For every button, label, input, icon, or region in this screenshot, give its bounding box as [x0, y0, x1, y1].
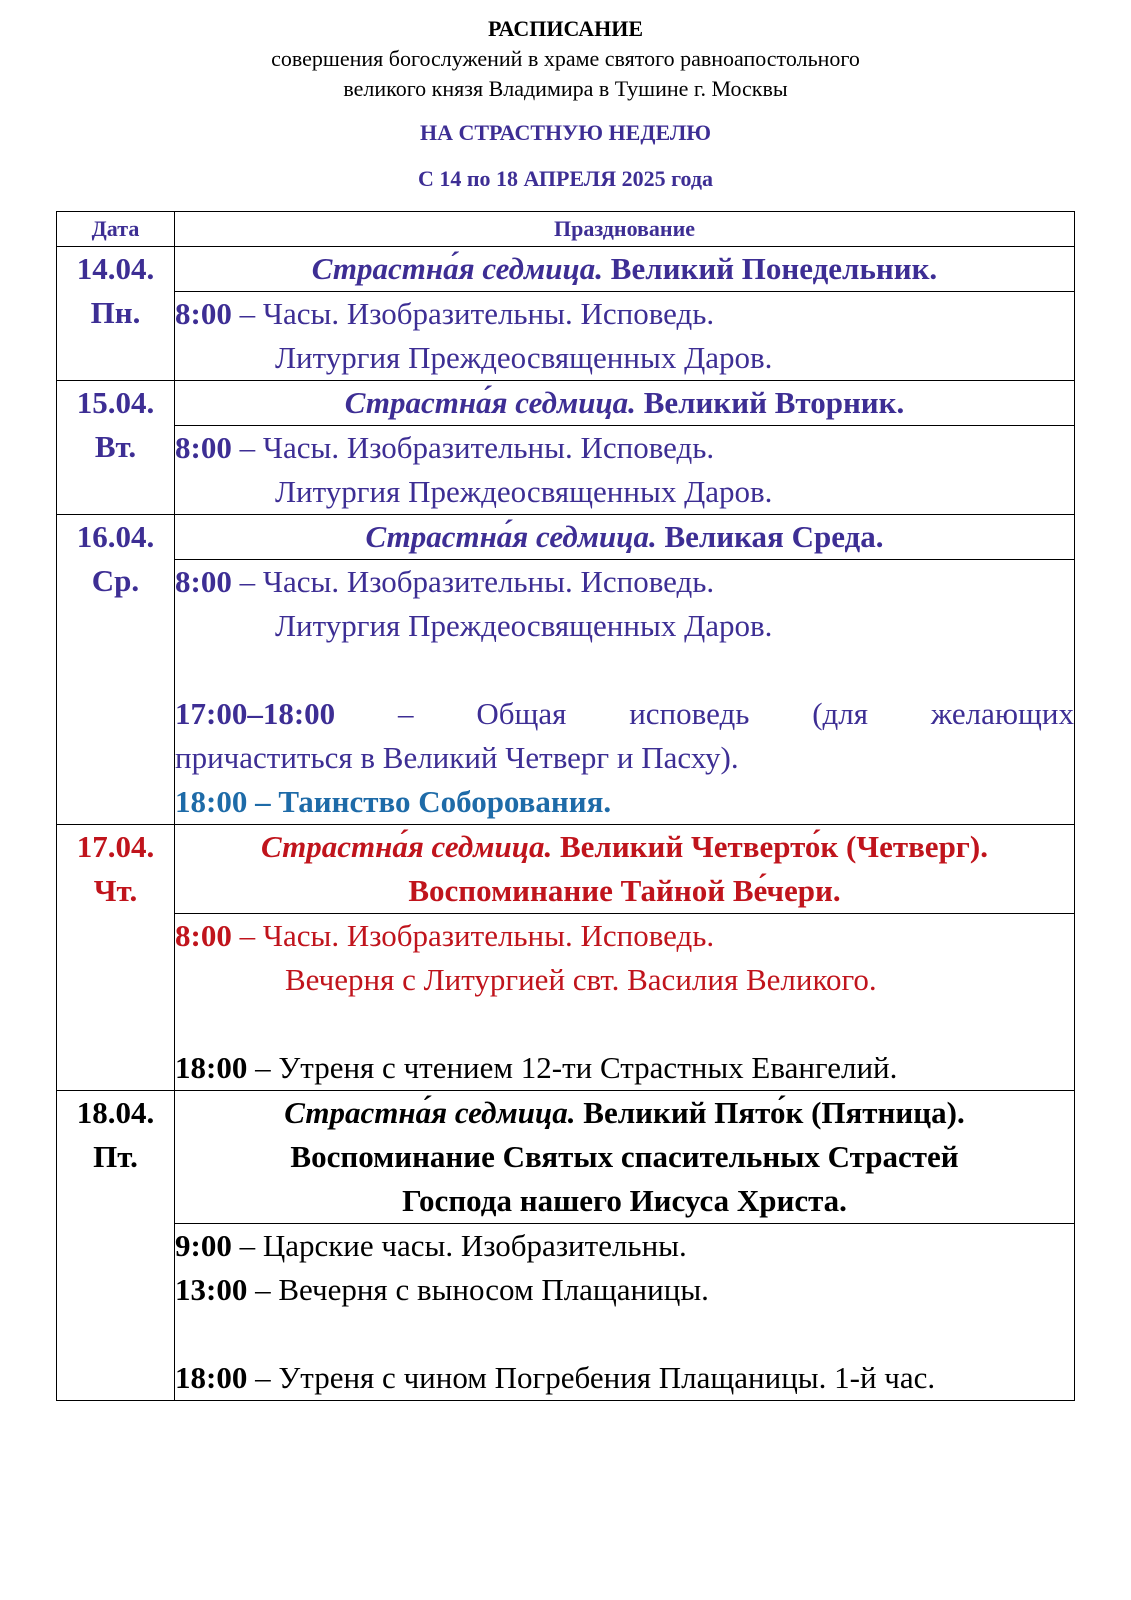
service-time: 18:00	[175, 1360, 248, 1395]
service-text: – Часы. Изобразительны. Исповедь.	[231, 918, 715, 953]
date-range-heading: С 14 по 18 АПРЕЛЯ 2025 года	[417, 166, 714, 191]
weekday: Ср.	[91, 563, 140, 598]
week-label: Страстна́я седмица.	[284, 1095, 576, 1130]
day-title	[175, 381, 1075, 426]
day-services-row	[57, 914, 1075, 1091]
day-name: Великий Вторник.	[643, 385, 905, 420]
column-header-event: Празднование	[175, 212, 1075, 247]
service-continuation: Вечерня с Литургией свт. Василия Великого.	[285, 962, 877, 997]
document-subtitle-line1: совершения богослужений в храме святого равноапостольного	[271, 46, 860, 71]
week-heading: НА СТРАСТНУЮ НЕДЕЛЮ	[419, 120, 712, 145]
day-title-row	[57, 247, 1075, 292]
date-cell	[57, 381, 175, 515]
services-cell	[175, 1224, 1075, 1401]
service-word: Общая	[476, 696, 567, 731]
day-title-row	[57, 381, 1075, 426]
day-commemoration: Воспоминание Святых спасительных Страстей	[290, 1139, 959, 1174]
document-subtitle-line2: великого князя Владимира в Тушине г. Москвы	[343, 76, 788, 101]
service-continuation: причаститься в Великий Четверг и Пасху).	[175, 740, 739, 775]
date: 14.04.	[76, 251, 155, 286]
day-title	[175, 1091, 1075, 1224]
services-cell	[175, 914, 1075, 1091]
date-cell	[57, 515, 175, 825]
weekday: Пт.	[93, 1139, 138, 1174]
day-title-row	[57, 515, 1075, 560]
day-services-row	[57, 292, 1075, 381]
confession-line	[175, 692, 1074, 736]
day-services-row	[57, 1224, 1075, 1401]
unction-service: 18:00 – Таинство Соборования.	[175, 784, 612, 819]
service-time: 8:00	[175, 918, 232, 953]
weekday: Чт.	[93, 873, 138, 908]
service-time: 17:00–18:00	[175, 696, 336, 731]
date: 17.04.	[76, 829, 155, 864]
day-services-row	[57, 560, 1075, 825]
service-text: – Вечерня с выносом Плащаницы.	[247, 1272, 709, 1307]
services-cell	[175, 560, 1075, 825]
service-time: 8:00	[175, 564, 232, 599]
service-word: исповедь	[629, 696, 750, 731]
week-label: Страстна́я седмица.	[365, 519, 657, 554]
week-label: Страстна́я седмица.	[261, 829, 553, 864]
service-time: 8:00	[175, 296, 232, 331]
week-label: Страстна́я седмица.	[311, 251, 604, 286]
document-title: РАСПИСАНИЕ	[487, 16, 644, 41]
day-name: Великий Четверто́к (Четверг).	[559, 829, 988, 864]
day-services-row	[57, 426, 1075, 515]
services-cell	[175, 426, 1075, 515]
day-title	[175, 247, 1075, 292]
day-title	[175, 825, 1075, 914]
service-continuation: Литургия Преждеосвященных Даров.	[275, 474, 773, 509]
services-cell	[175, 292, 1075, 381]
date: 15.04.	[76, 385, 155, 420]
service-word: желающих	[930, 696, 1074, 731]
service-text: – Часы. Изобразительны. Исповедь.	[231, 296, 715, 331]
column-header-date: Дата	[57, 212, 175, 247]
service-continuation: Литургия Преждеосвященных Даров.	[275, 340, 773, 375]
service-time: 18:00	[175, 1050, 248, 1085]
day-title-row	[57, 825, 1075, 914]
day-commemoration: Воспоминание Тайной Ве́чери.	[408, 873, 841, 908]
service-text: – Часы. Изобразительны. Исповедь.	[231, 430, 715, 465]
week-label: Страстна́я седмица.	[344, 385, 636, 420]
service-text: – Утреня с чтением 12-ти Страстных Евангелий.	[247, 1050, 898, 1085]
date-cell	[57, 825, 175, 1091]
day-commemoration-cont: Господа нашего Иисуса Христа.	[402, 1183, 847, 1218]
service-continuation: Литургия Преждеосвященных Даров.	[275, 608, 773, 643]
schedule-table	[56, 211, 1075, 1401]
date: 16.04.	[76, 519, 155, 554]
day-name: Великая Среда.	[664, 519, 884, 554]
service-word: (для	[812, 696, 869, 731]
day-name: Великий Понедельник.	[610, 251, 938, 286]
date-cell	[57, 247, 175, 381]
service-text: – Часы. Изобразительны. Исповедь.	[231, 564, 715, 599]
weekday: Пн.	[90, 295, 141, 330]
service-text: – Утреня с чином Погребения Плащаницы. 1-й час.	[247, 1360, 936, 1395]
service-time: 9:00	[175, 1228, 232, 1263]
day-name: Великий Пято́к (Пятница).	[583, 1095, 965, 1130]
weekday: Вт.	[94, 429, 137, 464]
table-header-row	[57, 212, 1075, 247]
document-header	[0, 14, 1131, 194]
service-word: –	[397, 696, 414, 731]
service-text: – Царские часы. Изобразительны.	[231, 1228, 687, 1263]
service-time: 13:00	[175, 1272, 248, 1307]
day-title	[175, 515, 1075, 560]
date-cell	[57, 1091, 175, 1401]
day-title-row	[57, 1091, 1075, 1224]
service-time: 8:00	[175, 430, 232, 465]
date: 18.04.	[76, 1095, 155, 1130]
